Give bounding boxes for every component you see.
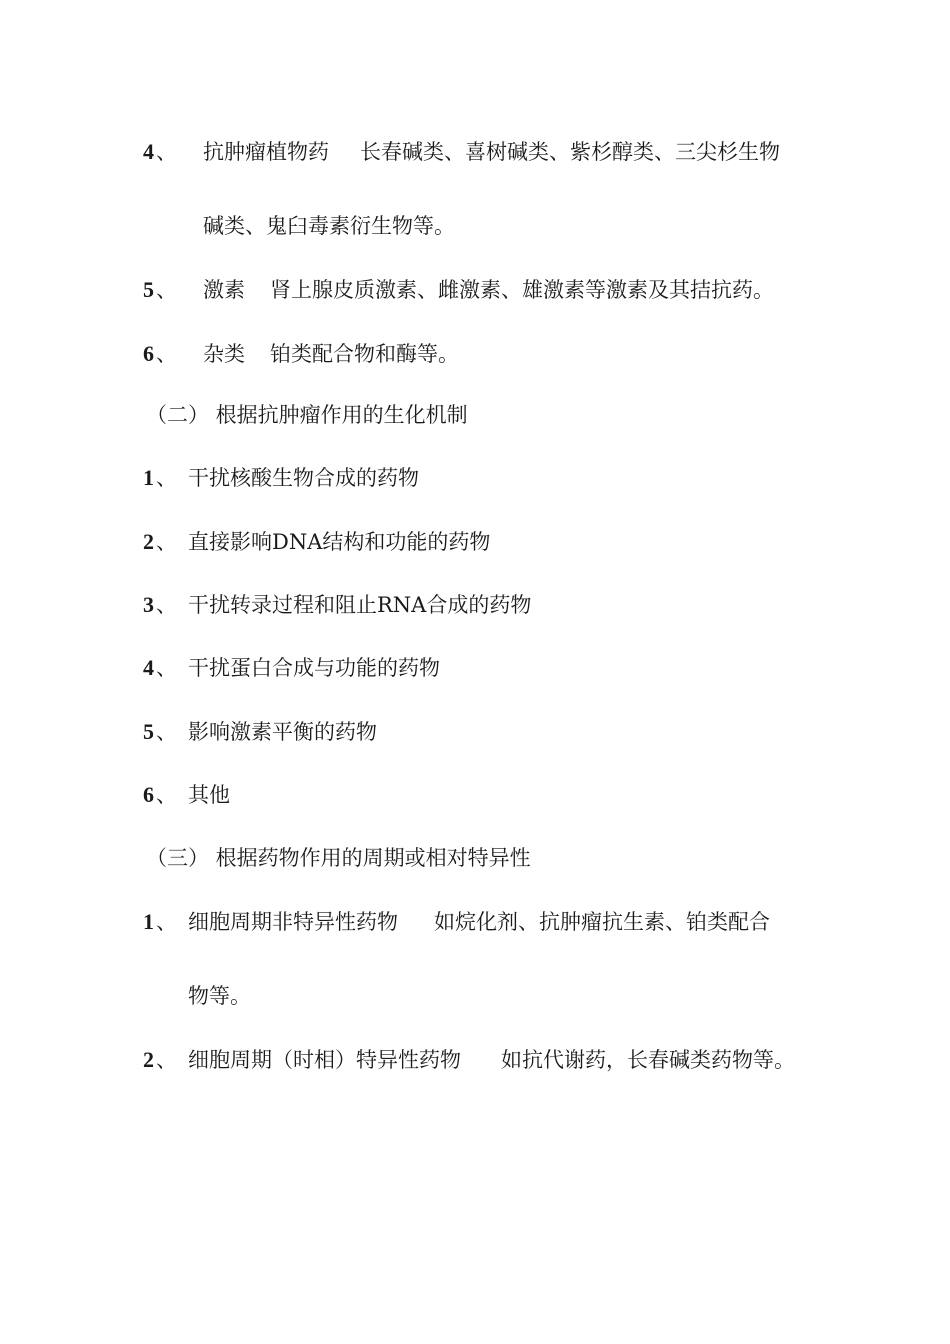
list-item <box>0 654 950 682</box>
item-continuation-text: 物等。 <box>188 984 251 1008</box>
list-item <box>0 138 950 166</box>
item-separator: 、 <box>156 342 177 366</box>
list-item <box>0 781 950 809</box>
list-item <box>0 340 950 368</box>
section-heading: （二） 根据抗肿瘤作用的生化机制 <box>146 403 468 427</box>
item-separator: 、 <box>156 466 177 490</box>
item-text: 干扰蛋白合成与功能的药物 <box>188 656 440 680</box>
item-description: 如抗代谢药，长春碱类药物等。 <box>501 1048 795 1072</box>
item-number: 3 <box>143 592 154 617</box>
item-separator: 、 <box>156 140 177 164</box>
item-term: 杂类 <box>203 342 245 366</box>
list-item <box>0 276 950 304</box>
list-item <box>0 718 950 746</box>
item-separator: 、 <box>156 656 177 680</box>
item-number: 5 <box>143 719 154 744</box>
item-term: 细胞周期（时相）特异性药物 <box>188 1048 461 1072</box>
item-text: 直接影响DNA结构和功能的药物 <box>188 530 491 554</box>
item-number: 1 <box>143 909 154 934</box>
item-description: 肾上腺皮质激素、雌激素、雄激素等激素及其拮抗药。 <box>270 278 774 302</box>
item-number: 2 <box>143 1047 154 1072</box>
item-separator: 、 <box>156 593 177 617</box>
item-text: 影响激素平衡的药物 <box>188 720 377 744</box>
item-number: 6 <box>143 782 154 807</box>
item-term: 激素 <box>203 278 245 302</box>
list-item <box>0 528 950 556</box>
item-text: 干扰核酸生物合成的药物 <box>188 466 419 490</box>
item-separator: 、 <box>156 530 177 554</box>
list-item <box>0 1046 950 1074</box>
item-separator: 、 <box>156 783 177 807</box>
item-term: 抗肿瘤植物药 <box>203 140 329 164</box>
list-item <box>0 908 950 936</box>
item-continuation-text: 碱类、鬼臼毒素衍生物等。 <box>203 214 455 238</box>
item-description: 如烷化剂、抗肿瘤抗生素、铂类配合 <box>434 910 770 934</box>
item-separator: 、 <box>156 1048 177 1072</box>
item-separator: 、 <box>156 910 177 934</box>
item-number: 4 <box>143 139 154 164</box>
item-number: 4 <box>143 655 154 680</box>
item-number: 1 <box>143 465 154 490</box>
item-number: 6 <box>143 341 154 366</box>
item-description: 铂类配合物和酶等。 <box>270 342 459 366</box>
item-separator: 、 <box>156 278 177 302</box>
list-item-continuation <box>188 982 251 1010</box>
item-number: 5 <box>143 277 154 302</box>
list-item-continuation <box>203 212 455 240</box>
item-text: 干扰转录过程和阻止RNA合成的药物 <box>188 593 532 617</box>
item-term: 细胞周期非特异性药物 <box>188 910 398 934</box>
item-separator: 、 <box>156 720 177 744</box>
item-description: 长春碱类、喜树碱类、紫杉醇类、三尖杉生物 <box>360 140 780 164</box>
list-item <box>0 464 950 492</box>
list-item <box>0 591 950 619</box>
section-heading: （三） 根据药物作用的周期或相对特异性 <box>146 846 531 870</box>
item-number: 2 <box>143 529 154 554</box>
item-text: 其他 <box>188 783 230 807</box>
